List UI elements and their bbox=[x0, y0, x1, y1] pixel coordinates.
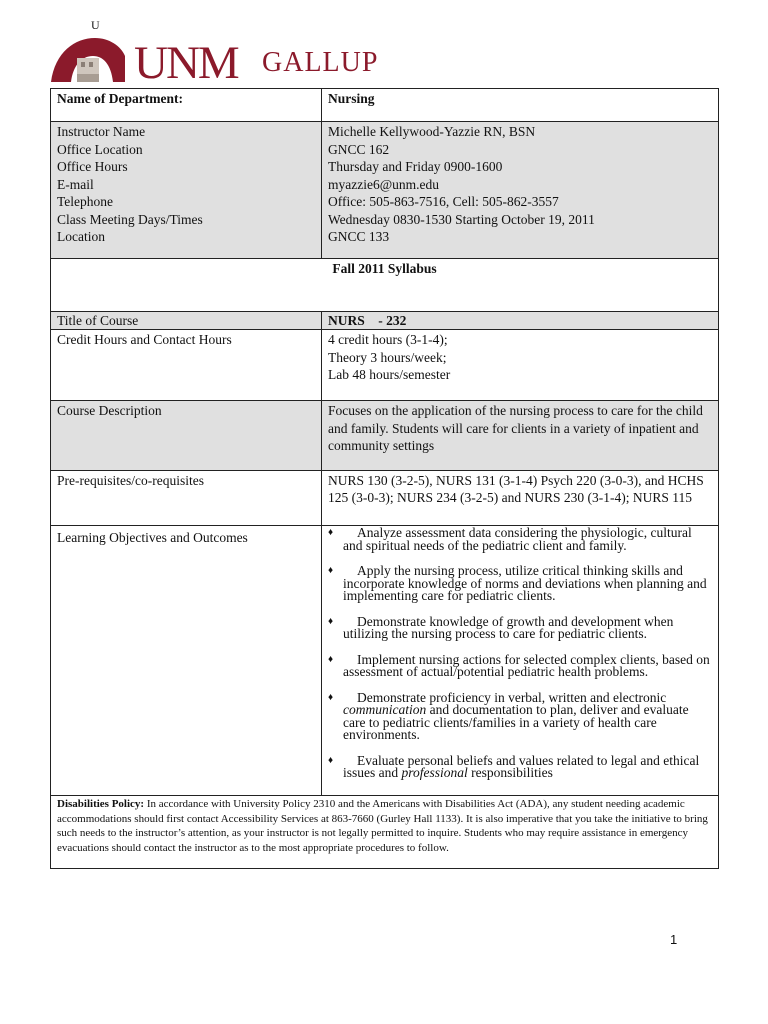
telephone-value: Office: 505-863-7516, Cell: 505-862-3557 bbox=[328, 194, 559, 209]
credit-line: Lab 48 hours/semester bbox=[328, 367, 451, 382]
course-title-row bbox=[51, 312, 719, 330]
page-number: 1 bbox=[670, 932, 678, 947]
class-meeting-label: Class Meeting Days/Times bbox=[57, 211, 203, 227]
bullet-diamond-icon: ♦ bbox=[328, 527, 334, 538]
instructor-name-label: Instructor Name bbox=[57, 124, 146, 139]
credit-hours-row bbox=[51, 330, 719, 401]
instructor-values bbox=[322, 122, 719, 259]
class-meeting-value: Wednesday 0830-1530 Starting October 19, 2011 bbox=[328, 211, 595, 227]
location-value: GNCC 133 bbox=[328, 229, 390, 244]
building-arch-icon bbox=[47, 30, 127, 86]
department-label: Name of Department: bbox=[51, 89, 322, 122]
credit-hours-value bbox=[322, 330, 719, 401]
objective-item: ♦ Implement nursing actions for selected complex clients, based on assessment of actual/potential pediatric health problems. bbox=[328, 651, 710, 679]
prerequisites-value: NURS 130 (3-2-5), NURS 131 (3-1-4) Psych 220 (3-0-3), and HCHS 125 (3-0-3); NURS 234 (3-2-5) and NURS 230 (3-1-4); NURS 115 bbox=[322, 471, 719, 526]
objectives-row bbox=[51, 526, 719, 796]
bullet-diamond-icon: ♦ bbox=[328, 691, 334, 703]
course-title-value: NURS - 232 bbox=[322, 312, 719, 330]
bullet-diamond-icon: ♦ bbox=[328, 653, 334, 665]
objective-item: ♦ Demonstrate proficiency in verbal, written and electronic communication and documentation to plan, deliver and evaluate care to pediatric clients/families in a variety of health care environments. bbox=[328, 689, 689, 742]
disabilities-policy-label: Disabilities Policy: bbox=[57, 798, 145, 810]
location-label: Location bbox=[57, 229, 105, 244]
logo-wordmark-gallup: GALLUP bbox=[262, 47, 379, 78]
office-location-label: Office Location bbox=[57, 141, 143, 157]
objective-item: ♦ Analyze assessment data considering the physiologic, cultural and spiritual needs of the pediatric client and family. bbox=[328, 525, 692, 553]
objective-item: ♦ Apply the nursing process, utilize critical thinking skills and incorporate knowledge of norms and deviations when planning and implementing care for pediatric clients. bbox=[328, 563, 707, 603]
disabilities-policy bbox=[51, 796, 719, 869]
office-hours-value: Thursday and Friday 0900-1600 bbox=[328, 159, 503, 174]
bullet-diamond-icon: ♦ bbox=[328, 754, 334, 766]
objective-item: ♦ Evaluate personal beliefs and values related to legal and ethical issues and professional responsibilities bbox=[328, 752, 700, 780]
unm-gallup-logo bbox=[47, 18, 392, 88]
syllabus-title: Fall 2011 Syllabus bbox=[51, 259, 719, 312]
department-value: Nursing bbox=[322, 89, 719, 122]
prerequisites-label: Pre-requisites/co-requisites bbox=[51, 471, 322, 526]
syllabus-table bbox=[50, 88, 719, 869]
department-row bbox=[51, 89, 719, 122]
disabilities-policy-text: In accordance with University Policy 2310 and the Americans with Disabilities Act (ADA), any student needing academic accommodations should first contact Accessibility Services at 863-7660 (Gurley Hall 1133). It is also imperative that you take the initiative to bring such needs to the instructor’s attention, as your instructor is not legally permitted to inquire. Students who may require assistance in emergency evacuations should contact the instructor as to the most appropriate procedures to follow. bbox=[57, 798, 708, 854]
email-value: myazzie6@unm.edu bbox=[328, 176, 440, 192]
course-description-label: Course Description bbox=[51, 401, 322, 471]
office-location-value: GNCC 162 bbox=[328, 141, 390, 157]
logo-wordmark-unm: UNM bbox=[134, 37, 238, 89]
instructor-name-value: Michelle Kellywood-Yazzie RN, BSN bbox=[328, 124, 536, 139]
objective-item: ♦ Demonstrate knowledge of growth and development when utilizing the nursing process to care for pediatric clients. bbox=[328, 613, 674, 641]
bullet-diamond-icon: ♦ bbox=[328, 615, 334, 627]
course-description-row bbox=[51, 401, 719, 471]
course-title-label: Title of Course bbox=[51, 312, 322, 330]
course-description-value: Focuses on the application of the nursing process to care for the child and family. Students will care for clients in a variety of inpatient and community settings bbox=[322, 401, 719, 471]
office-hours-label: Office Hours bbox=[57, 159, 128, 174]
objectives-list-cell bbox=[322, 526, 719, 796]
syllabus-title-row bbox=[51, 259, 719, 312]
instructor-info-row bbox=[51, 122, 719, 259]
telephone-label: Telephone bbox=[57, 194, 114, 209]
credit-line: 4 credit hours (3-1-4); bbox=[328, 332, 448, 347]
bullet-diamond-icon: ♦ bbox=[328, 565, 334, 576]
credit-hours-label: Credit Hours and Contact Hours bbox=[51, 330, 322, 401]
prerequisites-row bbox=[51, 471, 719, 526]
objectives-label: Learning Objectives and Outcomes bbox=[51, 526, 322, 796]
logo-small-mark: U bbox=[91, 18, 100, 32]
credit-line: Theory 3 hours/week; bbox=[328, 349, 447, 365]
email-label: E-mail bbox=[57, 176, 94, 192]
instructor-labels bbox=[51, 122, 322, 259]
disabilities-policy-row bbox=[51, 796, 719, 869]
objectives-list bbox=[328, 527, 712, 780]
